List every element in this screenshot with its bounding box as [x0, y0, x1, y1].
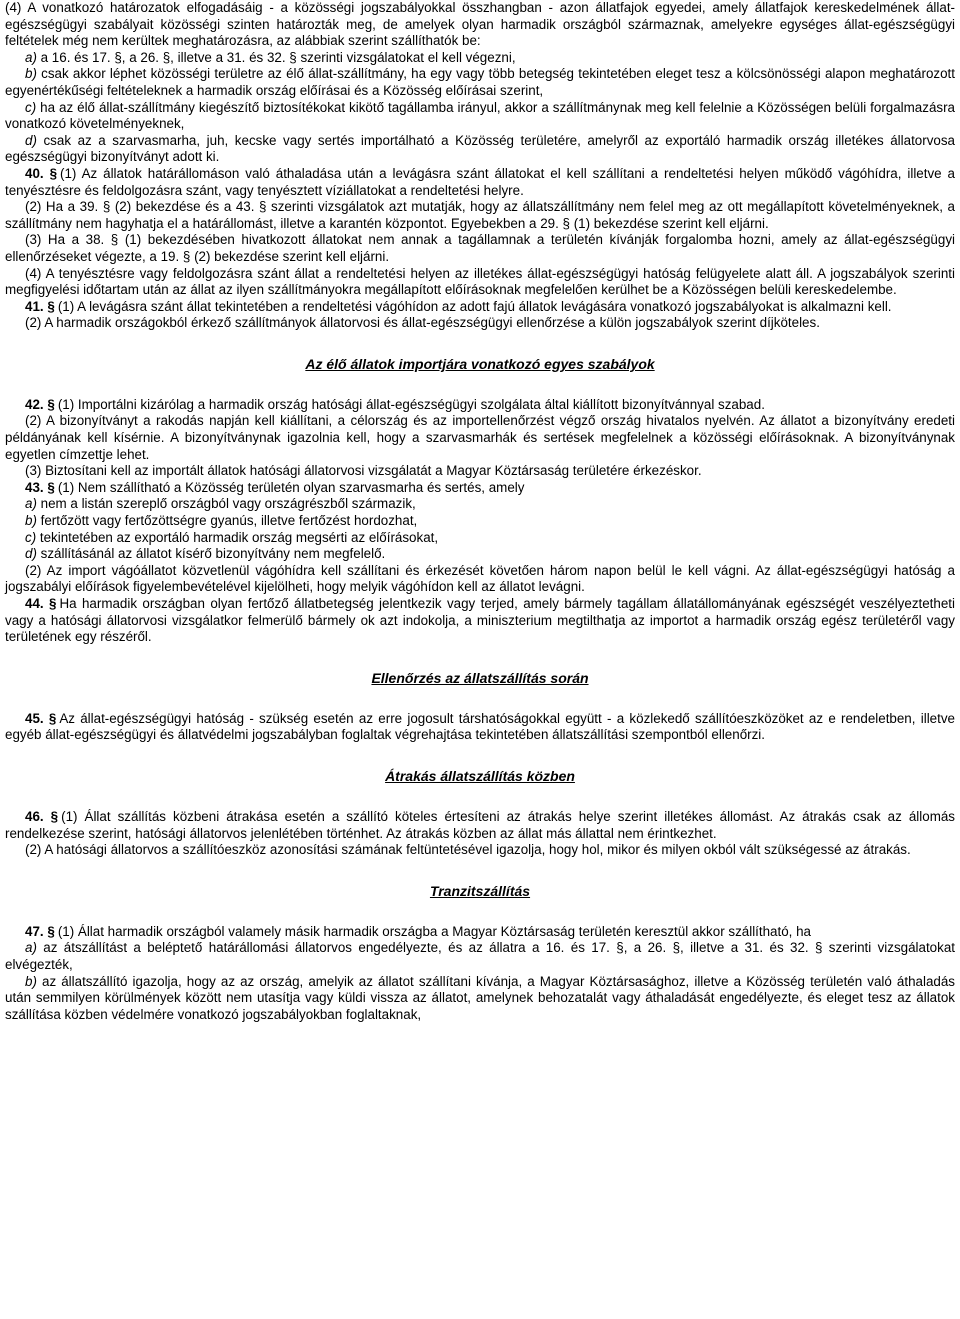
list-item-a: a) a 16. és 17. §, a 26. §, illetve a 31. és 32. § szerinti vizsgálatokat el kell végezni,	[25, 49, 516, 65]
list-label: d)	[25, 546, 37, 562]
list-item-b: b) csak akkor léphet közösségi területre az élő állat-szállítmány, ha egy vagy több betegség tekintetében eleget tesz a kölcsönösségi alapon meghatározott egyenértékűségi feltételeknek a harmadik ország előírásai és a Közösség előírásai szerint,	[5, 66, 955, 98]
list-item-b: b) az állatszállító igazolja, hogy az az ország, amelyik az állatot szállítani kívánja, a Magyar Köztársasághoz, illetve a Közösség területén való áthaladás után semmilyen körülmények között nem utasítja vagy küldi vissza az állatot, amelynek behozatalát vagy áthaladását engedélyezte, és eleget tesz az állatok szállítása közben védelmére vonatkozó jogszabályokban foglaltaknak,	[5, 973, 955, 1022]
list-item-c: c) ha az élő állat-szállítmány kiegészítő biztosítékokat kikötő tagállamba irányul, akkor a szállítmánynak meg kell felelnie a Közösségen belüli forgalmazásra vonatkozó követelményeknek,	[5, 99, 955, 132]
list-label: a)	[25, 496, 37, 512]
list-label: a)	[25, 940, 37, 956]
section-symbol: §	[49, 165, 58, 181]
paragraph-42-3: (3) Biztosítani kell az importált állatok hatósági állatorvosi vizsgálatát a Magyar Köztársaság területére érkezéskor.	[25, 463, 702, 479]
section-symbol: §	[47, 923, 55, 939]
section-number: 43.	[25, 479, 44, 495]
heading-transit: Tranzitszállítás	[429, 882, 531, 899]
section-number: 42.	[25, 396, 44, 412]
section-symbol: §	[50, 808, 59, 824]
section-number: 47.	[25, 923, 44, 939]
section-symbol: §	[47, 479, 55, 495]
section-43-1: 43. § (1) Nem szállítható a Közösség területén olyan szarvasmarha és sertés, amely	[25, 479, 525, 495]
section-40-1: 40. § (1) Az állatok határállomáson való áthaladása után a levágásra szánt állatokat el kell szállítani a rendeltetési helyen működő vágóhídra, illetve a tenyésztésre és feldolgozásra szánt, vagy tenyésztett víziállatokat a rendeltetési helyre.	[5, 165, 955, 198]
section-symbol: §	[49, 596, 57, 611]
list-label: c)	[25, 99, 37, 115]
section-number: 45.	[25, 710, 44, 726]
heading-transport-inspection: Ellenőrzés az állatszállítás során	[371, 669, 589, 686]
section-number: 40.	[25, 165, 44, 181]
section-41-1: 41. § (1) A levágásra szánt állat tekintetében a rendeltetési vágóhídon az adott fajú állatok levágására vonatkozó jogszabályokat is alkalmazni kell.	[25, 298, 892, 314]
list-item-d: d) szállításánál az állatot kísérő bizonyítvány nem megfelelő.	[25, 546, 386, 562]
section-symbol: §	[47, 396, 55, 412]
section-45: 45. § Az állat-egészségügyi hatóság - szükség esetén az erre jogosult társhatóságokkal együtt - a közlekedő szállítóeszközöket az e rendeletben, illetve egyéb állat-egészségügyi és állatvédelmi jogszabályban foglaltak végrehajtása tekintetében állatszállítási szempontból ellenőrzi.	[5, 710, 955, 743]
list-item-c: c) tekintetében az exportáló harmadik ország megsérti az előírásokat,	[25, 529, 439, 545]
list-item-a: a) nem a listán szereplő országból vagy országrészből származik,	[25, 496, 416, 512]
section-47-1: 47. § (1) Állat harmadik országból valamely másik harmadik országba a Magyar Köztársaság területén keresztül akkor szállítható, ha	[25, 923, 812, 939]
section-number: 46.	[25, 808, 44, 824]
paragraph-40-4: (4) A tenyésztésre vagy feldolgozásra szánt állat a rendeltetési helyen az illetékes állat-egészségügyi hatóság felügyelete alatt áll. A jogszabályok szerinti megfigyelési időtartam után az állat az ilyen szállítmányokra megállapított előírásoknak megfelelően kerülhet be a Közösségen belüli kereskedelembe.	[5, 265, 955, 298]
paragraph-40-3: (3) Ha a 38. § (1) bekezdésében hivatkozott állatokat nem annak a tagállamnak a területén kívánják forgalomba hozni, amely az állat-egészségügyi ellenőrzéseket végezte, a 19. § (2) bekezdése szerint kell eljárni.	[5, 232, 955, 264]
section-42-1: 42. § (1) Importálni kizárólag a harmadik ország hatósági állat-egészségügyi szolgálata által kiállított bizonyítvánnyal szabad.	[25, 396, 765, 412]
list-label: b)	[25, 513, 37, 529]
list-label: b)	[25, 66, 37, 82]
section-symbol: §	[47, 298, 55, 314]
section-number: 41.	[25, 298, 44, 314]
paragraph-46-2: (2) A hatósági állatorvos a szállítóeszköz azonosítási számának feltüntetésével igazolja, hogy hol, mikor és milyen okból vált szükségessé az átrakás.	[25, 842, 911, 858]
section-symbol: §	[48, 710, 57, 726]
list-label: c)	[25, 529, 37, 545]
list-item-a: a) az átszállítást a beléptető határállomási állatorvos engedélyezte, és az állatra a 16. és 17. §, a 26. §, illetve a 31. és 32. § szerinti vizsgálatokat elvégezték,	[5, 940, 955, 972]
list-label: a)	[25, 49, 37, 65]
paragraph-39-4: (4) A vonatkozó határozatok elfogadásáig - a közösségi jogszabályokkal összhangban - azon állatfajok egyedei, amely állatfajok kereskedelmének állat-egészségügyi szabályait közösségi szinten határozták meg, de amelyek olyan harmadik országból származnak, amelyekre egységes állat-egészségügyi feltételek még nem kerültek meghatározásra, az alábbiak szerint szállíthatók be:	[5, 0, 955, 49]
heading-import-rules: Az élő állatok importjára vonatkozó egyes szabályok	[305, 355, 655, 372]
list-label: b)	[25, 973, 37, 989]
paragraph-43-2: (2) Az import vágóállatot közvetlenül vágóhídra kell szállítani és érkezését követően három napon belül le kell vágni. Az állat-egészségügyi hatóság a jogszabályi előírások figyelembevételével kijelölheti, hogy melyik vágóhídon kell az állatot levágni.	[5, 562, 955, 595]
section-46-1: 46. § (1) Állat szállítás közbeni átrakása esetén a szállító köteles értesíteni az átrakás helye szerint illetékes állomást. Az átrakás csak az állomás rendelkezése szerint, hatósági állatorvos jelenlétében történhet. Az átrakás közben az állat más állattal nem érintkezhet.	[5, 808, 955, 841]
list-item-b: b) fertőzött vagy fertőzöttségre gyanús, illetve fertőzést hordozhat,	[25, 513, 418, 529]
list-item-d: d) csak az a szarvasmarha, juh, kecske vagy sertés importálható a Közösség területére, amelyről az exportáló harmadik ország illetékes állatorvosa egészségügyi bizonyítványt adott ki.	[5, 132, 955, 165]
paragraph-41-2: (2) A harmadik országokból érkező szállítmányok állatorvosi és állat-egészségügyi ellenőrzése a külön jogszabályok szerint díjköteles.	[25, 315, 820, 331]
heading-transshipment: Átrakás állatszállítás közben	[385, 767, 575, 784]
paragraph-40-2: (2) Ha a 39. § (2) bekezdése és a 43. § szerinti vizsgálatok azt mutatják, hogy az állatszállítmány nem felel meg az ott megállapított követelményeknek, a szállítmány nem hagyhatja el a határállomást, illetve a karantén központot. Egyebekben a 29. § (1) bekezdése szerint kell eljárni.	[5, 199, 955, 231]
section-number: 44.	[25, 596, 44, 611]
section-44: 44. § Ha harmadik országban olyan fertőző állatbetegség jelentkezik vagy terjed, amely bármely tagállam állatállományának egészségét veszélyeztetheti vagy a hatósági állatorvosi vizsgálatkor felmerülő bármely ok azt indokolja, a miniszterium megtilthatja az importot a harmadik ország egész területéről vagy területének egy részéről.	[5, 596, 955, 645]
list-label: d)	[25, 132, 37, 148]
paragraph-42-2: (2) A bizonyítványt a rakodás napján kell kiállítani, a célország és az importellenőrzést végző ország hivatalos nyelvén. Az állatot a bizonyítvány eredeti példányának kell kísérnie. A bizonyítványnak igazolnia kell, hogy a szarvasmarhák és sertések megfelelnek a közösségi előírásoknak. A bizonyítványnak egyetlen címzettje lehet.	[5, 413, 955, 462]
